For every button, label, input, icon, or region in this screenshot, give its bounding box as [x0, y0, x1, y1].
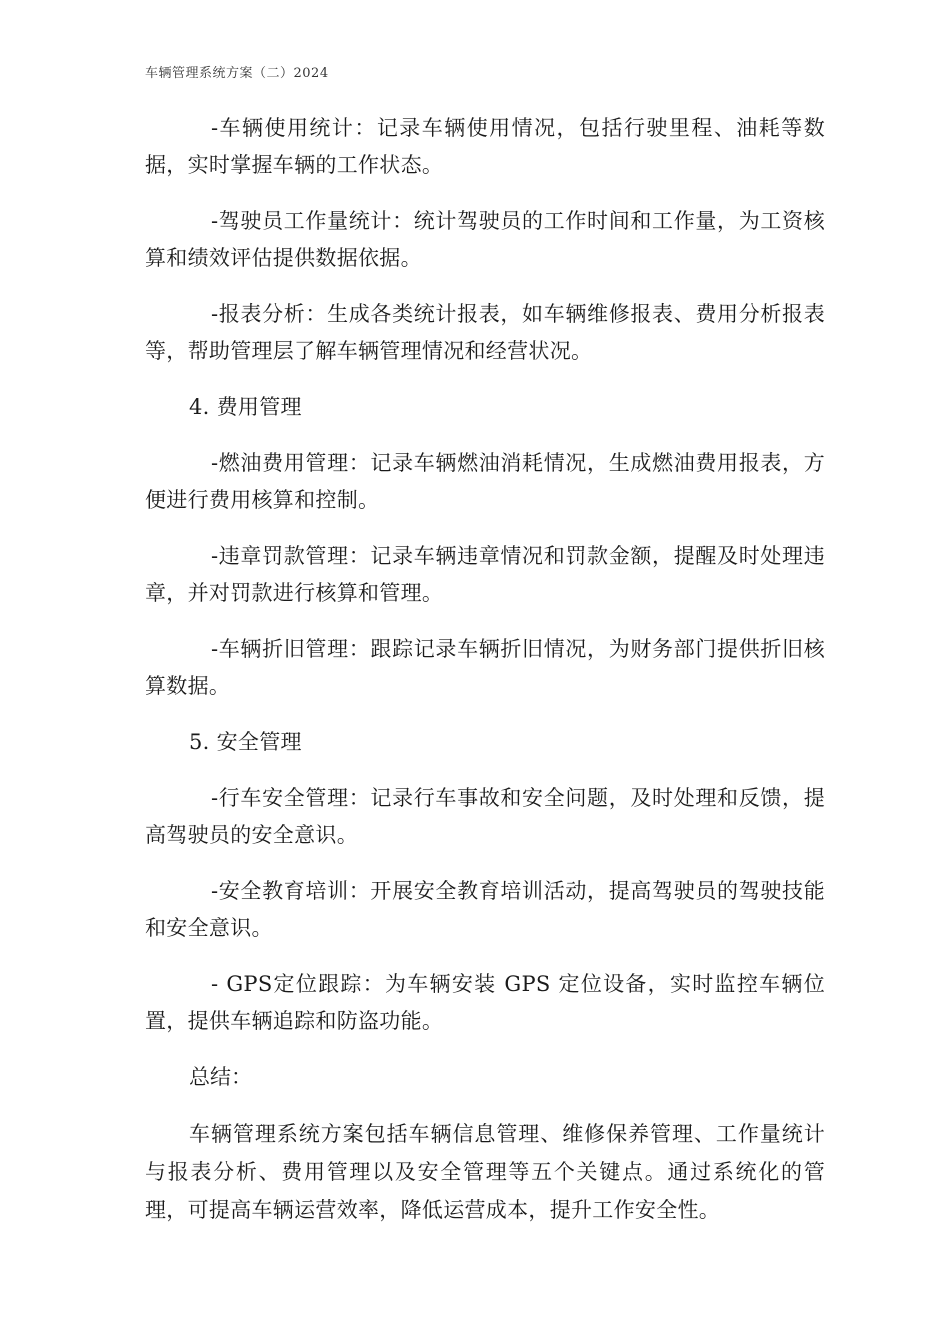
paragraph-report-analysis: -报表分析：生成各类统计报表，如车辆维修报表、费用分析报表等，帮助管理层了解车辆管理情况和经营状况。 [145, 302, 825, 363]
paragraph-driver-workload: -驾驶员工作量统计：统计驾驶员的工作时间和工作量，为工资核算和绩效评估提供数据依据。 [145, 209, 825, 270]
paragraph-driving-safety: -行车安全管理：记录行车事故和安全问题，及时处理和反馈，提高驾驶员的安全意识。 [145, 786, 825, 847]
summary-label: 总结： [189, 1065, 252, 1089]
document-header: 车辆管理系统方案（二）2024 [145, 66, 329, 81]
section-heading-cost: 4. 费用管理 [189, 395, 302, 419]
section-heading-safety: 5. 安全管理 [189, 730, 302, 754]
paragraph-depreciation: -车辆折旧管理：跟踪记录车辆折旧情况，为财务部门提供折旧核算数据。 [145, 637, 825, 698]
paragraph-gps-tracking: - GPS定位跟踪：为车辆安装 GPS 定位设备，实时监控车辆位置，提供车辆追踪和防盗功能。 [145, 972, 825, 1033]
paragraph-violation-fine: -违章罚款管理：记录车辆违章情况和罚款金额，提醒及时处理违章，并对罚款进行核算和管理。 [145, 544, 825, 605]
paragraph-vehicle-usage: -车辆使用统计：记录车辆使用情况，包括行驶里程、油耗等数据，实时掌握车辆的工作状态。 [145, 116, 825, 177]
summary-paragraph: 车辆管理系统方案包括车辆信息管理、维修保养管理、工作量统计与报表分析、费用管理以及安全管理等五个关键点。通过系统化的管理，可提高车辆运营效率，降低运营成本，提升工作安全性。 [145, 1122, 825, 1222]
paragraph-fuel-cost: -燃油费用管理：记录车辆燃油消耗情况，生成燃油费用报表，方便进行费用核算和控制。 [145, 451, 825, 512]
paragraph-safety-education: -安全教育培训：开展安全教育培训活动，提高驾驶员的驾驶技能和安全意识。 [145, 879, 825, 940]
document-body [145, 110, 825, 1229]
